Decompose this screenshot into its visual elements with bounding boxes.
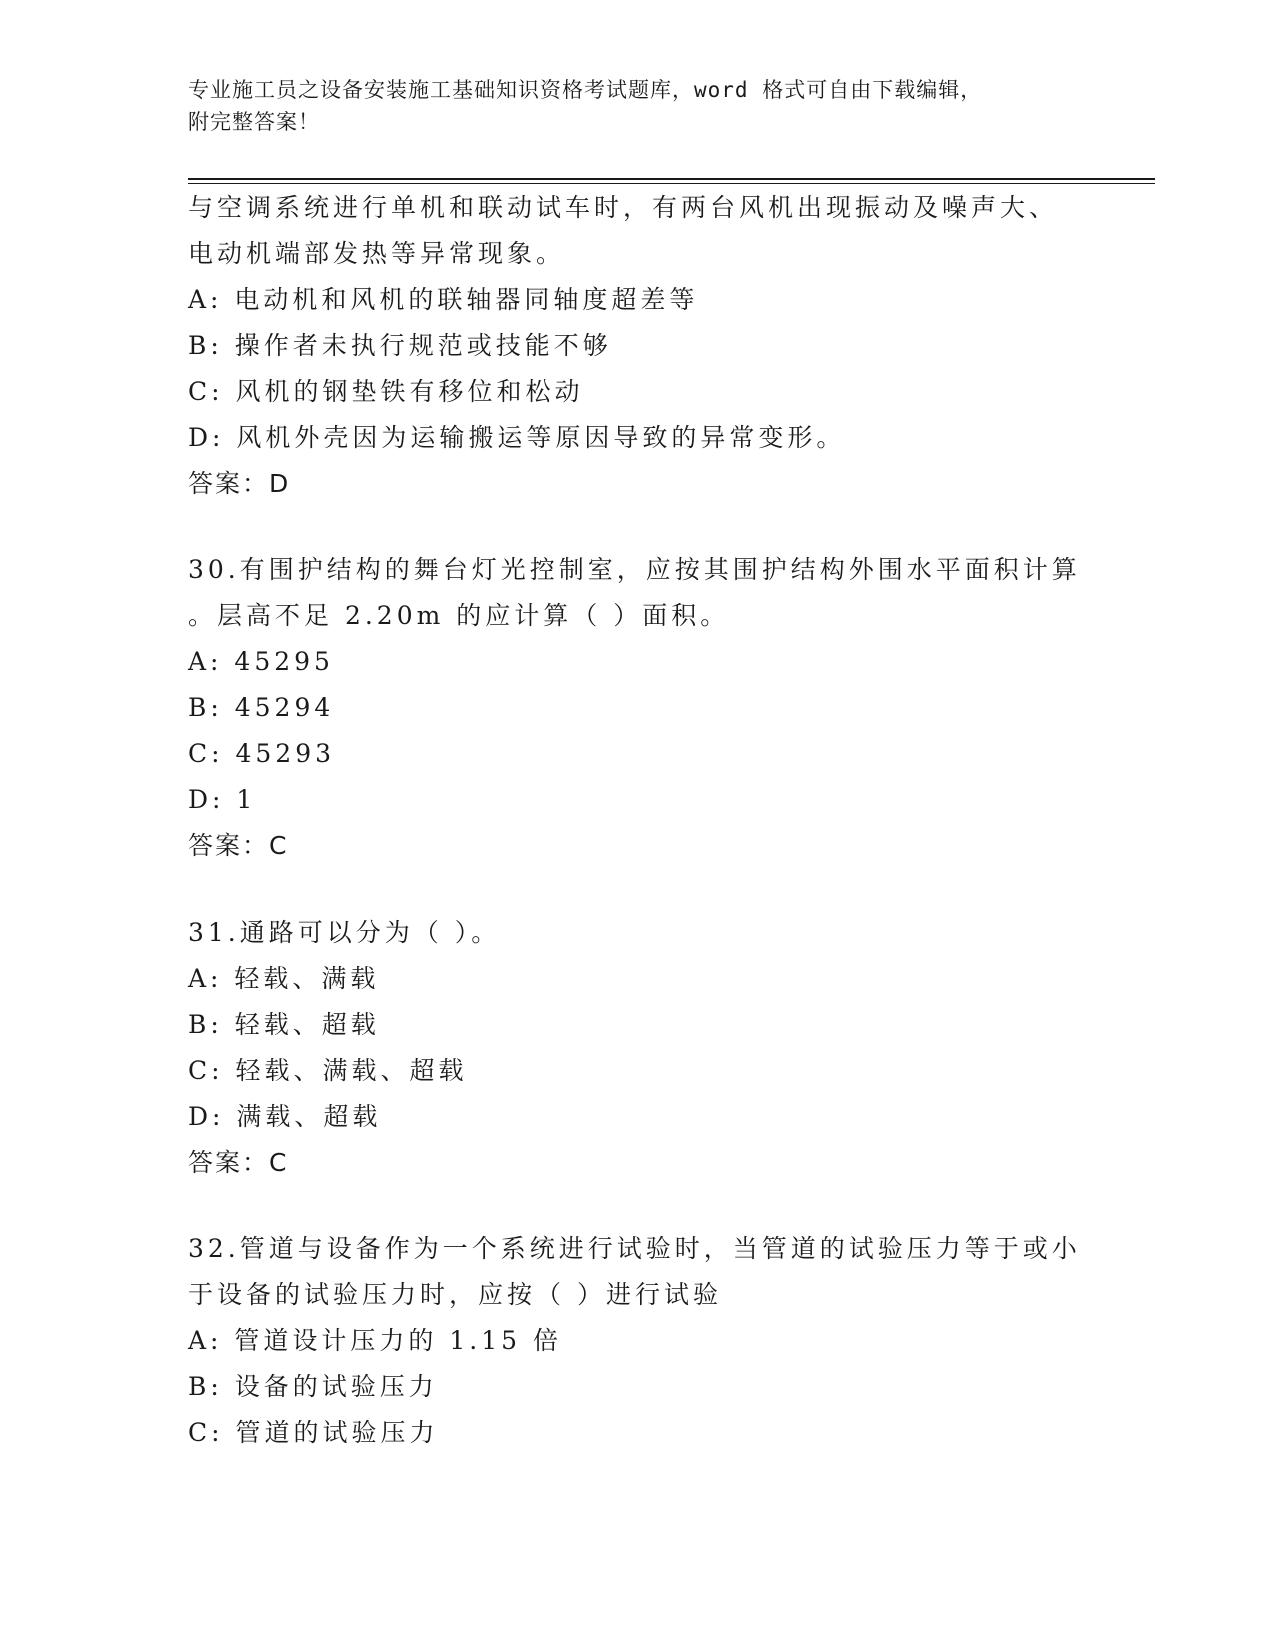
header-divider-thin (188, 183, 1155, 184)
option-b: B: 操作者未执行规范或技能不够 (188, 331, 612, 360)
option-a: A: 电动机和风机的联轴器同轴度超差等 (188, 285, 699, 314)
question-text: 。层高不足 2.20m 的应计算（ ）面积。 (188, 601, 730, 630)
question-text: 与空调系统进行单机和联动试车时，有两台风机出现振动及噪声大、 (188, 193, 1059, 222)
option-c: C: 轻载、满载、超载 (188, 1056, 468, 1085)
question-29 (188, 185, 1088, 507)
option-a: A: 45295 (188, 647, 334, 676)
question-text: 31.通路可以分为（ ）。 (188, 918, 501, 947)
option-c: C: 45293 (188, 739, 336, 768)
question-text: 30.有围护结构的舞台灯光控制室，应按其围护结构外围水平面积计算 (188, 555, 1081, 584)
question-text: 32.管道与设备作为一个系统进行试验时，当管道的试验压力等于或小 (188, 1234, 1081, 1263)
option-c: C: 风机的钢垫铁有移位和松动 (188, 377, 584, 406)
option-c: C: 管道的试验压力 (188, 1418, 439, 1447)
option-b: B: 45294 (188, 693, 335, 722)
header-divider-thick (188, 178, 1155, 180)
answer-label: 答案：D (188, 469, 291, 498)
document-header (188, 74, 1088, 138)
option-d: D: 1 (188, 785, 257, 814)
option-b: B: 轻载、超载 (188, 1010, 380, 1039)
option-d: D: 满载、超载 (188, 1102, 382, 1131)
header-title-line2: 附完整答案！ (188, 110, 320, 134)
question-30 (188, 547, 1088, 869)
question-32 (188, 1226, 1088, 1456)
answer-label: 答案：C (188, 1148, 289, 1177)
answer-label: 答案：C (188, 831, 289, 860)
option-a: A: 轻载、满载 (188, 964, 380, 993)
question-text: 于设备的试验压力时，应按（ ）进行试验 (188, 1280, 722, 1309)
question-31 (188, 910, 1088, 1186)
header-title-line1: 专业施工员之设备安装施工基础知识资格考试题库，word 格式可自由下载编辑， (188, 78, 983, 102)
option-a: A: 管道设计压力的 1.15 倍 (188, 1326, 562, 1355)
option-b: B: 设备的试验压力 (188, 1372, 438, 1401)
question-text: 电动机端部发热等异常现象。 (188, 239, 566, 268)
option-d: D: 风机外壳因为运输搬运等原因导致的异常变形。 (188, 423, 846, 452)
